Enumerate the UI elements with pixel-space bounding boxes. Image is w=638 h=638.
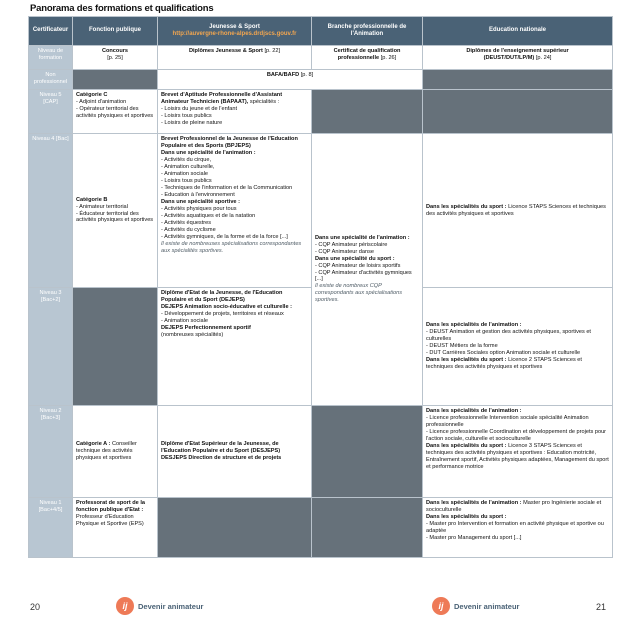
row-formation — [29, 46, 613, 70]
js-n2 — [158, 406, 312, 498]
js-n4-anim-line: - Loisirs tous publics — [161, 177, 212, 184]
en-n5-empty — [423, 90, 613, 134]
en-n2-anim-title: Dans les spécialités de l'animation : — [426, 408, 522, 414]
level-n5: Niveau 5 [CAP] — [29, 90, 73, 134]
br-anim-title: Dans une spécialité de l'animation : — [315, 234, 410, 241]
page-number-right: 21 — [596, 602, 607, 612]
bafa-cell — [158, 70, 423, 90]
fp-n4-line: - Éducateur territorial des activités physiques et sportives — [76, 210, 154, 224]
bafa-page: [p. 8] — [300, 72, 314, 78]
en-n1 — [423, 498, 613, 558]
en-n3-sport-title: Dans les spécialités du sport : — [426, 356, 507, 363]
br-n2-empty — [312, 406, 423, 498]
br-cqp-page: [p. 26] — [380, 54, 397, 61]
ij-logo-left: ij — [116, 597, 134, 615]
br-sport-line: - CQP Animateur d'activités gymniques [...] — [315, 269, 412, 283]
row-n1 — [29, 498, 613, 558]
en-diplomes — [423, 46, 613, 70]
js-n4-sport-line: - Activités aquatiques et de la natation — [161, 212, 256, 219]
js-n4-note: Il existe de nombreuses spécialisations correspondantes aux spécialités sportives. — [161, 240, 302, 254]
js-diplomes-title: Diplômes Jeunesse & Sport — [188, 48, 263, 54]
page-number-left: 20 — [30, 602, 41, 612]
js-n4-sport-line: - Activités physiques pour tous — [161, 205, 237, 212]
js-n4-sport-line: - Activités du cyclisme — [161, 226, 216, 233]
ij-logo-right: ij — [432, 597, 450, 615]
br-cqp — [312, 46, 423, 70]
js-n4-anim-line: - Animation culturelle, — [161, 163, 215, 170]
br-sport-line: - CQP Animateur de loisirs sportifs — [315, 262, 401, 269]
js-diplomes — [158, 46, 312, 70]
fp-n1-text: Professeur d'Education Physique et Sportive (EPS) — [76, 513, 144, 527]
en-n3-anim-line: - DEUST Animation et gestion des activités physiques, sportives et culturelles — [426, 329, 591, 343]
js-n4-sport-title: Dans une spécialité sportive : — [161, 198, 240, 205]
fp-n5-line: - Adjoint d'animation — [76, 98, 127, 105]
br-note: Il existe de nombreux CQP correspondants aux spécialisations sportives. — [315, 283, 403, 304]
en-n3-anim-line: - DEUST Métiers de la forme — [426, 343, 498, 349]
js-n4-anim-title: Dans une spécialité de l'animation : — [161, 149, 256, 156]
fp-concours-page: [p. 25] — [107, 54, 123, 61]
bafa-title: BAFA/BAFD — [266, 72, 300, 78]
header-education: Education nationale — [423, 17, 613, 46]
fp-n2 — [73, 406, 158, 498]
fp-n1 — [73, 498, 158, 558]
js-n5-title: Brevet d'Aptitude Professionnelle d'Assistant Animateur Technicien (BAPAAT), — [161, 92, 283, 105]
br-n4-n3 — [312, 134, 423, 406]
fp-n5-title: Catégorie C — [76, 92, 108, 98]
br-sport-title: Dans une spécialité du sport : — [315, 255, 395, 262]
js-n5 — [158, 90, 312, 134]
header-branche: Branche professionnelle de l'Animation — [312, 17, 423, 46]
js-n5-line: - Loisirs tous publics — [161, 112, 212, 119]
level-n4: Niveau 4 [Bac] — [29, 134, 73, 288]
en-n2 — [423, 406, 613, 498]
br-anim-line: - CQP Animateur périscolaire — [315, 241, 388, 248]
en-n1-anim-text: Master pro Ingénierie sociale et socioculturelle — [426, 500, 602, 513]
fp-n1-title: Professorat de sport de la fonction publique d'Etat : — [76, 500, 146, 513]
br-cqp-title: Certificat de qualification professionnelle — [333, 48, 401, 61]
fp-n4 — [73, 134, 158, 288]
en-diplomes-page: [p. 24] — [535, 54, 552, 61]
brand-right: Devenir animateur — [454, 602, 520, 611]
js-n3-anim-line: - Développement de projets, territoires et réseaux — [161, 310, 284, 317]
en-n1-sport-line: - Master pro Management du sport [...] — [426, 534, 522, 541]
en-n3-anim-line: - DUT Carrières Sociales option Animation sociale et culturelle — [426, 349, 581, 356]
brand-left: Devenir animateur — [138, 602, 204, 611]
en-n2-sport-text: Licence 3 STAPS Sciences et techniques des activités physiques et sportives : Education motricité, Entraînement sportif, Activités physiques adaptées, Management du sport et performance motrice — [426, 442, 609, 470]
en-n2-anim-line: - Licence professionnelle Coordination et développement de projets pour l'action sociale, culturelle et socioculturelle — [426, 428, 607, 442]
js-n1-empty — [158, 498, 312, 558]
js-n4-sport-line: - Activités gymniques, de la forme et de la force [...] — [161, 233, 288, 240]
js-diplomes-page: [p. 22] — [264, 48, 281, 54]
fp-n5-line: - Opérateur territorial des activités physiques et sportives — [76, 105, 154, 119]
en-n3 — [423, 288, 613, 406]
fp-n4-line: - Animateur territorial — [76, 203, 128, 210]
en-n4 — [423, 134, 613, 288]
js-n5-title-rest: spécialités : — [249, 98, 280, 105]
row-n5 — [29, 90, 613, 134]
js-n4 — [158, 134, 312, 288]
en-n4-text: Licence STAPS Sciences et techniques des activités physiques et sportives — [426, 203, 606, 217]
fp-concours — [73, 46, 158, 70]
jeunesse-sport-link[interactable]: http://auvergne-rhone-alpes.drdjscs.gouv.fr — [172, 31, 297, 37]
fp-n2-text: Conseiller technique des activités physiques et sportives — [76, 441, 137, 461]
fp-n5 — [73, 90, 158, 134]
en-diplomes-sub: (DEUST/DUT/LP/M) — [483, 54, 535, 61]
header-jeunesse-sport — [158, 17, 312, 46]
row-n2 — [29, 406, 613, 498]
en-n1-sport-line: - Master pro Intervention et formation en activité physique et sportive ou adaptée — [426, 520, 604, 534]
en-n2-anim-line: - Licence professionnelle Intervention sociale spécialité Animation professionnelle — [426, 414, 589, 428]
js-n4-anim-line: - Activités du cirque, — [161, 156, 212, 163]
fp-concours-title: Concours — [101, 48, 129, 54]
js-n4-title: Brevet Professionnel de la Jeunesse de l'Education Populaire et des Sports (BPJEPS) — [161, 136, 298, 149]
level-formation: Niveau de formation — [29, 46, 73, 70]
header-row — [29, 17, 613, 46]
qualifications-table — [28, 16, 613, 558]
header-fonction-publique: Fonction publique — [73, 17, 158, 46]
js-n3-sport-title: DEJEPS Perfectionnement sportif — [161, 324, 251, 331]
fp-n3-empty — [73, 288, 158, 406]
js-n4-anim-line: - Education à l'environnement — [161, 191, 235, 198]
header-jeunesse-sport-label: Jeunesse & Sport — [209, 23, 260, 30]
br-anim-line: - CQP Animateur danse — [315, 248, 374, 255]
js-n3-anim-title: DEJEPS Animation socio-éducative et culturelle : — [161, 303, 292, 310]
level-n2: Niveau 2 [Bac+3] — [29, 406, 73, 498]
js-n3-title: Diplôme d'Etat de la Jeunesse, de l'Education Populaire et du Sport (DEJEPS) — [161, 290, 283, 303]
page-title: Panorama des formations et qualifications — [30, 3, 214, 14]
js-n5-line: - Loisirs du jeune et de l'enfant — [161, 105, 238, 112]
en-diplomes-title: Diplômes de l'enseignement supérieur — [466, 48, 569, 54]
js-n4-anim-line: - Techniques de l'information et de la Communication — [161, 184, 293, 191]
en-n4-title: Dans les spécialités du sport : — [426, 203, 507, 210]
br-n5-empty — [312, 90, 423, 134]
js-n3-anim-line: - Animation sociale — [161, 317, 208, 324]
en-n3-sport-text: Licence 2 STAPS Sciences et techniques des activités physiques et sportives — [426, 356, 582, 370]
js-n3 — [158, 288, 312, 406]
en-n1-anim-title: Dans les spécialités de l'animation : — [426, 500, 522, 506]
row-non-pro — [29, 70, 613, 90]
js-n5-line: - Loisirs de pleine nature — [161, 119, 223, 126]
en-n1-sport-title: Dans les spécialités du sport : — [426, 513, 507, 520]
js-n4-anim-line: - Animation sociale — [161, 170, 208, 177]
js-n2-sub: DESJEPS Direction de structure et de projets — [161, 454, 282, 461]
level-n1: Niveau 1 [Bac+4/5] — [29, 498, 73, 558]
en-n2-sport-title: Dans les spécialités du sport : — [426, 442, 507, 449]
fp-n2-title: Catégorie A : — [76, 441, 111, 448]
js-n4-sport-line: - Activités équestres — [161, 219, 212, 226]
js-n2-title: Diplôme d'Etat Supérieur de la Jeunesse, de l'Education Populaire et du Sport (DESJEPS) — [161, 441, 281, 454]
en-n3-anim-title: Dans les spécialités de l'animation : — [426, 322, 522, 329]
level-non-pro: Non professionnel — [29, 70, 73, 90]
header-certificateur: Certificateur — [29, 17, 73, 46]
br-n1-empty — [312, 498, 423, 558]
row-n4 — [29, 134, 613, 288]
fp-n4-title: Catégorie B — [76, 196, 108, 203]
en-empty — [423, 70, 613, 90]
level-n3: Niveau 3 [Bac+2] — [29, 288, 73, 406]
fp-empty — [73, 70, 158, 90]
js-n3-sport-text: (nombreuses spécialités) — [161, 331, 224, 338]
